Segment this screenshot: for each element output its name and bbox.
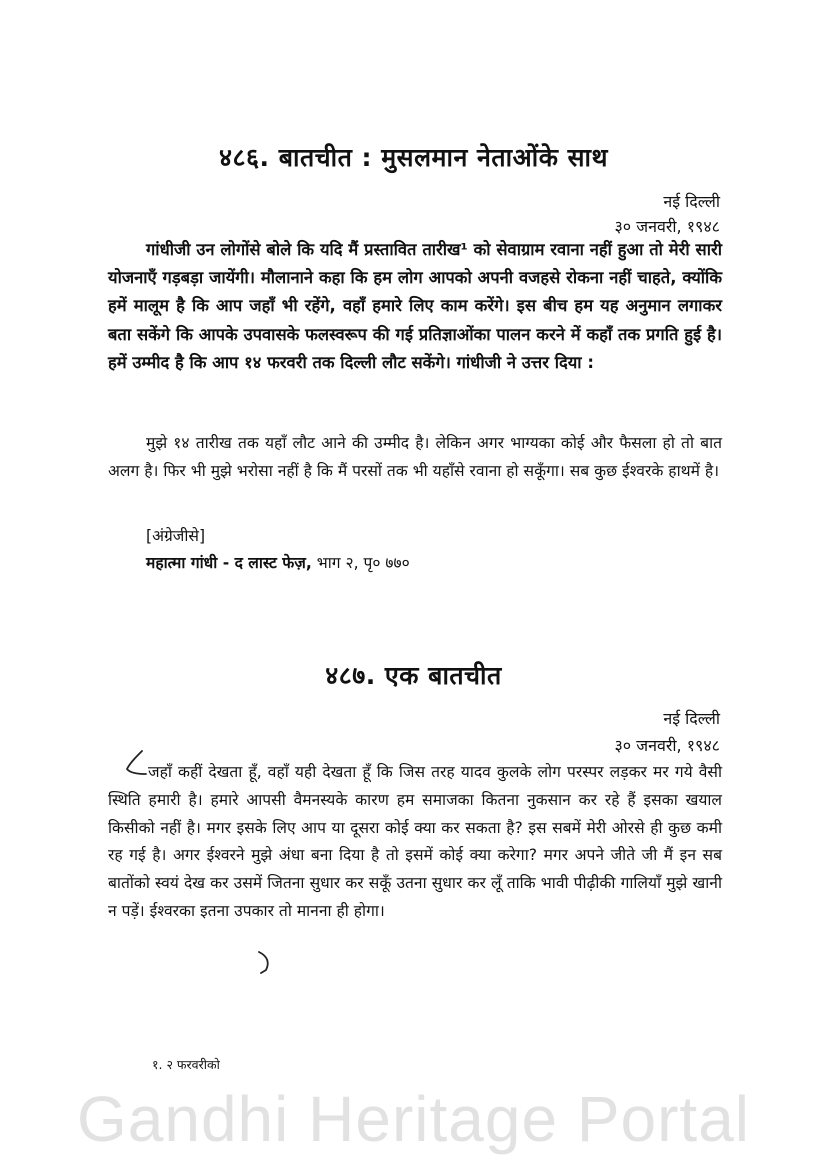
date-line-486: ३० जनवरी, १९४८ xyxy=(614,217,720,236)
conversation-paragraph-487: जहाँ कहीं देखता हूँ, वहाँ यही देखता हूँ कि जिस तरह यादव कुलके लोग परस्पर लड़कर मर गये वैसी स्थिति हमारी है। हमारे आपसी वैमनस्यके कारण हम समाजका कितना नुकसान कर रहे हैं इसका खयाल किसीको नहीं है। मगर इसके लिए आप या दूसरा कोई क्या कर सकता है? इस सबमें मेरी ओरसे ही कुछ कमी रह गई है। अगर ईश्वरने मुझे अंधा बना दिया है तो इसमें कोई क्या करेगा? मगर अपने जीते जी मैं इन सब बातोंको स्वयं देख कर उसमें जितना सुधार कर सकूँ उतना सुधार कर लूँ ताकि भावी पीढ़ीकी गालियाँ मुझे खानी न पड़ें। ईश्वरका इतना उपकार तो मानना ही होगा। xyxy=(108,763,722,920)
place-line-486: नई दिल्ली xyxy=(663,192,720,211)
citation-details: भाग २, पृ० ७७० xyxy=(311,554,410,572)
close-bracket-handwritten-icon xyxy=(254,948,280,976)
quote-paragraph-486: मुझे १४ तारीख तक यहाँ लौट आने की उम्मीद है। लेकिन अगर भाग्यका कोई और फैसला हो तो बात अलग है। फिर भी मुझे भरोसा नहीं है कि मैं परसों तक भी यहाँसे रवाना हो सकूँगा। सब कुछ ईश्वरके हाथमें है। xyxy=(108,434,722,480)
section-heading-487: ४८७. एक बातचीत xyxy=(325,661,502,690)
summary-paragraph-486: गांधीजी उन लोगोंसे बोले कि यदि मैं प्रस्तावित तारीख¹ को सेवाग्राम रवाना नहीं हुआ तो मेरी सारी योजनाएँ गड़बड़ा जायेंगी। मौलानाने कहा कि हम लोग आपको अपनी वजहसे रोकना नहीं चाहते, क्योंकि हमें मालूम है कि आप जहाँ भी रहेंगे, वहाँ हमारे लिए काम करेंगे। इस बीच हम यह अनुमान लगाकर बता सकेंगे कि आपके उपवासके फलस्वरूप की गई प्रतिज्ञाओंका पालन करने में कहाँ तक प्रगति हुई है। हमें उम्मीद है कि आप १४ फरवरी तक दिल्ली लौट सकेंगे। गांधीजी ने उत्तर दिया : xyxy=(108,240,722,372)
section-heading-486: ४८६. बातचीत : मुसलमान नेताओंके साथ xyxy=(219,143,608,172)
date-line-487: ३० जनवरी, १९४८ xyxy=(614,736,720,755)
citation xyxy=(146,551,410,573)
footnote: १. २ फरवरीको xyxy=(152,1057,220,1072)
place-line-487: नई दिल्ली xyxy=(663,709,720,728)
watermark: Gandhi Heritage Portal xyxy=(76,1083,751,1155)
source-note: [अंग्रेजीसे] xyxy=(146,527,206,545)
citation-title: महात्मा गांधी - द लास्ट फेज़, xyxy=(146,554,312,572)
